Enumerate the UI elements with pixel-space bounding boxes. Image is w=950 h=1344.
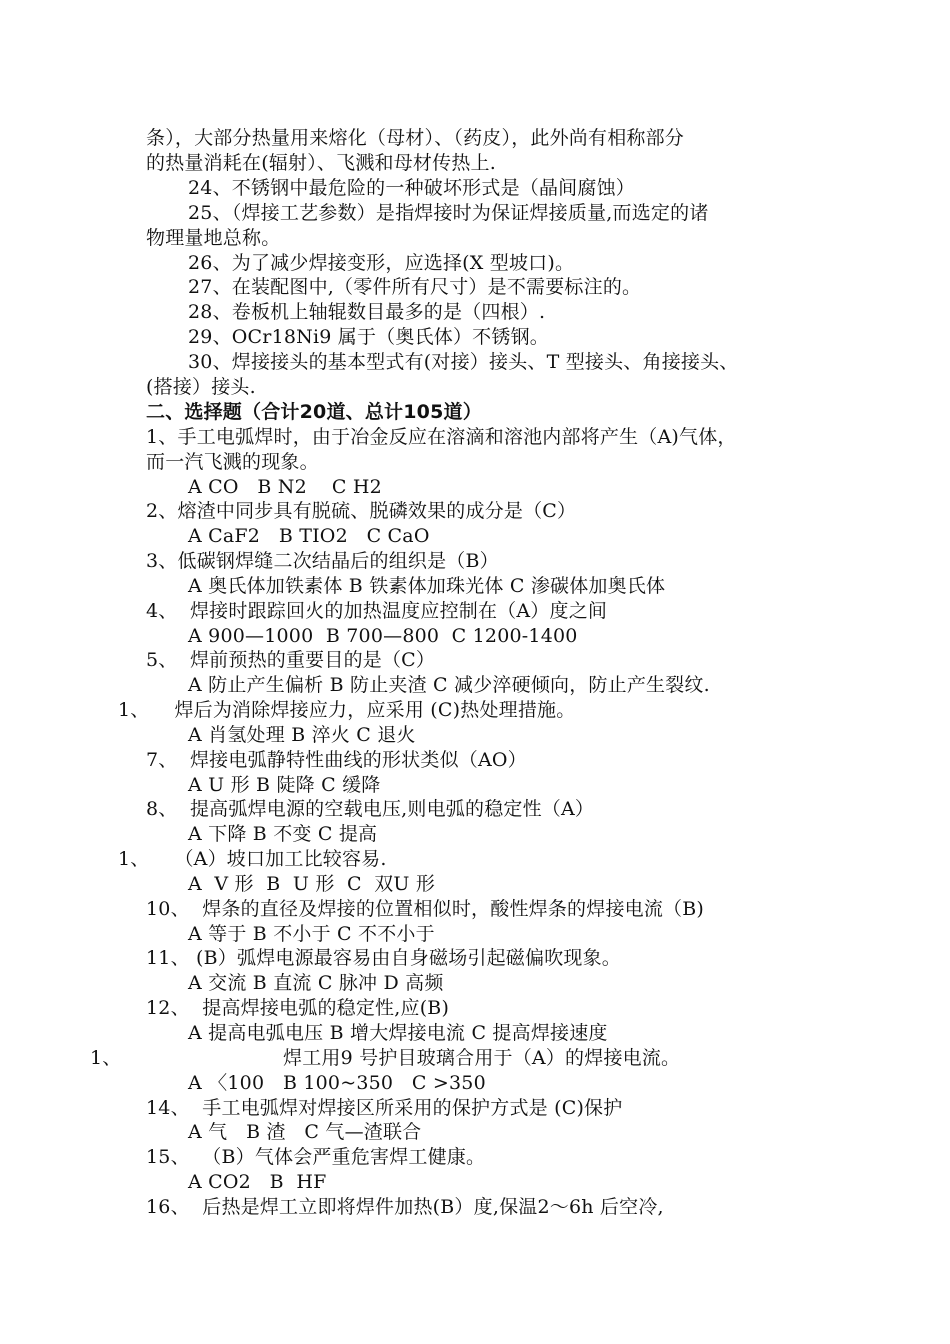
question-line: 7、 焊接电弧静特性曲线的形状类似（AO） [146,749,527,771]
question-line: 16、 后热是焊工立即将焊件加热(B）度,保温2～6h 后空冷, [146,1196,664,1218]
text-line: 29、OCr18Ni9 属于（奥氏体）不锈钢。 [188,326,549,348]
answer-options: A 气 B 渣 C 气—渣联合 [188,1121,422,1143]
answer-options: A 交流 B 直流 C 脉冲 D 高频 [188,972,444,994]
text-line: 25、（焊接工艺参数）是指焊接时为保证焊接质量,而选定的诸 [188,202,709,224]
question-line: 12、 提高焊接电弧的稳定性,应(B) [146,997,450,1019]
section-heading: 二、选择题（合计20道、总计105道） [146,401,482,423]
question-line: 焊工用9 号护目玻璃合用于（A）的焊接电流。 [283,1047,681,1069]
answer-options: A 〈100 B 100~350 C >350 [188,1072,486,1094]
text-line: (搭接）接头. [146,376,256,398]
text-line: 而一汽飞溅的现象。 [146,451,319,473]
text-line: 24、不锈钢中最危险的一种破坏形式是（晶间腐蚀） [188,177,635,199]
text-line: 30、焊接接头的基本型式有(对接）接头、T 型接头、角接接头、 [188,351,739,373]
text-line: 的热量消耗在(辐射）、飞溅和母材传热上. [146,152,496,174]
answer-options: A 等于 B 不小于 C 不不小于 [188,923,435,945]
question-line: 1、 （A）坡口加工比较容易. [118,848,387,870]
answer-options: A CO2 B HF [188,1171,327,1193]
text-line: 条），大部分热量用来熔化（母材）、（药皮），此外尚有相称部分 [146,127,685,149]
question-line: 11、 (B）弧焊电源最容易由自身磁场引起磁偏吹现象。 [146,947,621,969]
answer-options: A CaF2 B TIO2 C CaO [188,525,430,547]
question-line: 14、 手工电弧焊对焊接区所采用的保护方式是 (C)保护 [146,1097,623,1119]
answer-options: A CO B N2 C H2 [188,476,382,498]
question-line: 4、 焊接时跟踪回火的加热温度应控制在（A）度之间 [146,600,608,622]
question-line: 5、 焊前预热的重要目的是（C） [146,649,436,671]
answer-options: A 防止产生偏析 B 防止夹渣 C 减少淬硬倾向，防止产生裂纹. [188,674,710,696]
text-line: 28、卷板机上轴辊数目最多的是（四根）. [188,301,546,323]
answer-options: A V 形 B U 形 C 双U 形 [188,873,436,895]
answer-options: A 奥氏体加铁素体 B 铁素体加珠光体 C 渗碳体加奥氏体 [188,575,666,597]
answer-options: A 900—1000 B 700—800 C 1200-1400 [188,625,578,647]
answer-options: A 下降 B 不变 C 提高 [188,823,378,845]
text-line: 物理量地总称。 [146,227,281,249]
text-line: 26、为了减少焊接变形，应选择(X 型坡口)。 [188,252,575,274]
question-line: 10、 焊条的直径及焊接的位置相似时，酸性焊条的焊接电流（B) [146,898,705,920]
question-line: 1、 焊后为消除焊接应力，应采用 (C)热处理措施。 [118,699,576,721]
answer-options: A 提高电弧电压 B 增大焊接电流 C 提高焊接速度 [188,1022,608,1044]
question-line: 2、熔渣中同步具有脱硫、脱磷效果的成分是（C） [146,500,577,522]
answer-options: A 肖氢处理 B 淬火 C 退火 [188,724,416,746]
text-line: 27、在装配图中,（零件所有尺寸）是不需要标注的。 [188,276,642,298]
question-line: 15、 （B）气体会严重危害焊工健康。 [146,1146,486,1168]
answer-options: A U 形 B 陡降 C 缓降 [188,774,381,796]
question-line: 8、 提高弧焊电源的空载电压,则电弧的稳定性（A） [146,798,595,820]
question-number: 1、 [90,1047,122,1069]
question-line: 3、低碳钢焊缝二次结晶后的组织是（B） [146,550,499,572]
text-line: 1、手工电弧焊时，由于冶金反应在溶滴和溶池内部将产生（A)气体， [146,426,737,448]
